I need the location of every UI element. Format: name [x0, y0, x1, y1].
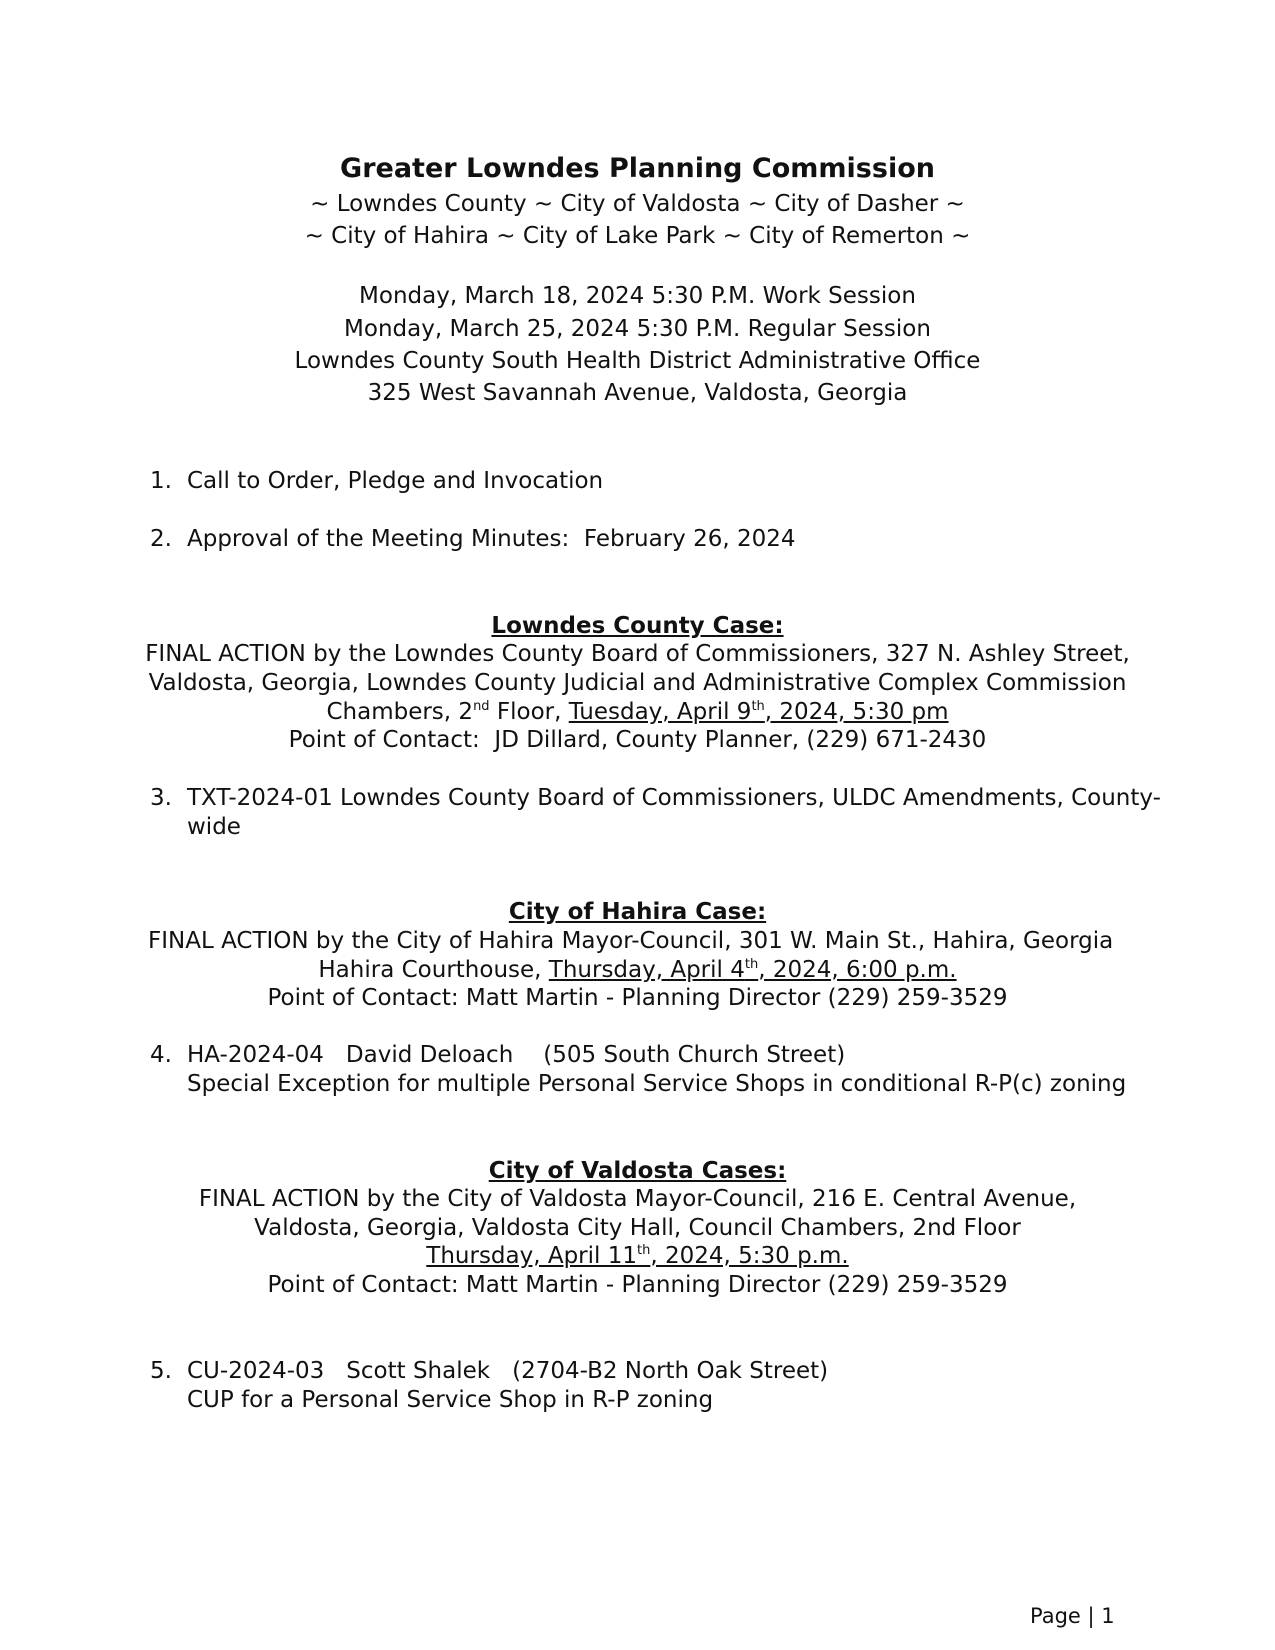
item-4-applicant: David Deloach [345, 1042, 514, 1068]
item-1-number: 1. [150, 468, 172, 494]
lowndes-final-action-line-1: FINAL ACTION by the Lowndes County Board of Commissioners, 327 N. Ashley Street, [145, 641, 1130, 667]
hahira-final-action-line-2: Hahira Courthouse, Thursday, April 4th, 2024, 6:00 p.m. [318, 957, 957, 983]
item-5-line-1 [187, 1356, 828, 1386]
regular-session-date: Monday, March 25, 2024 5:30 P.M. Regular Session [344, 316, 931, 342]
work-session-date: Monday, March 18, 2024 5:30 P.M. Work Session [359, 283, 916, 309]
valdosta-final-action-line-2: Valdosta, Georgia, Valdosta City Hall, Council Chambers, 2nd Floor [254, 1215, 1021, 1241]
hahira-contact: Point of Contact: Matt Martin - Planning Director (229) 259-3529 [267, 985, 1008, 1011]
lowndes-final-action-line-3: Chambers, 2nd Floor, Tuesday, April 9th, 2024, 5:30 pm [326, 699, 949, 725]
hahira-meeting-date: Thursday, April 4th, 2024, 6:00 p.m. [548, 957, 957, 983]
valdosta-final-action-line-1: FINAL ACTION by the City of Valdosta Mayor-Council, 216 E. Central Avenue, [198, 1186, 1077, 1212]
hahira-final-action-line-1: FINAL ACTION by the City of Hahira Mayor-Council, 301 W. Main St., Hahira, Georgia [148, 928, 1114, 954]
item-5-number: 5. [150, 1358, 172, 1384]
lowndes-final-action-line-2: Valdosta, Georgia, Lowndes County Judicial and Administrative Complex Commission [148, 670, 1127, 696]
item-5-applicant: Scott Shalek [346, 1358, 491, 1384]
item-2-text: Approval of the Meeting Minutes: February 26, 2024 [187, 526, 796, 552]
valdosta-meeting-date: Thursday, April 11th, 2024, 5:30 p.m. [426, 1243, 849, 1269]
meeting-venue: Lowndes County South Health District Administrative Office [294, 348, 981, 374]
item-4-address: (505 South Church Street) [543, 1042, 846, 1068]
item-3-text-line-1: TXT-2024-01 Lowndes County Board of Commissioners, ULDC Amendments, County- [187, 785, 1161, 811]
item-4-line-1 [187, 1040, 845, 1070]
item-5-address: (2704-B2 North Oak Street) [512, 1358, 829, 1384]
lowndes-meeting-date: Tuesday, April 9th, 2024, 5:30 pm [568, 699, 949, 725]
item-1-text: Call to Order, Pledge and Invocation [187, 468, 604, 494]
page-title: Greater Lowndes Planning Commission [340, 153, 935, 184]
lowndes-case-heading: Lowndes County Case: [491, 613, 784, 639]
item-4-case-id: HA-2024-04 [187, 1042, 324, 1068]
valdosta-cases-heading: City of Valdosta Cases: [488, 1158, 787, 1184]
member-cities-line-1: ~ Lowndes County ~ City of Valdosta ~ City of Dasher ~ [310, 191, 965, 217]
hahira-case-heading: City of Hahira Case: [508, 899, 767, 925]
page-number: Page | 1 [1030, 1604, 1115, 1628]
lowndes-contact: Point of Contact: JD Dillard, County Planner, (229) 671-2430 [288, 727, 987, 753]
meeting-address: 325 West Savannah Avenue, Valdosta, Georgia [367, 380, 908, 406]
item-4-description: Special Exception for multiple Personal Service Shops in conditional R-P(c) zoning [187, 1071, 1127, 1097]
item-3-text-line-2: wide [187, 814, 241, 840]
valdosta-contact: Point of Contact: Matt Martin - Planning Director (229) 259-3529 [267, 1272, 1008, 1298]
item-4-number: 4. [150, 1042, 172, 1068]
item-2-number: 2. [150, 526, 172, 552]
item-3-number: 3. [150, 785, 172, 811]
member-cities-line-2: ~ City of Hahira ~ City of Lake Park ~ City of Remerton ~ [304, 223, 971, 249]
item-5-case-id: CU-2024-03 [187, 1358, 325, 1384]
item-5-description: CUP for a Personal Service Shop in R-P zoning [187, 1387, 714, 1413]
